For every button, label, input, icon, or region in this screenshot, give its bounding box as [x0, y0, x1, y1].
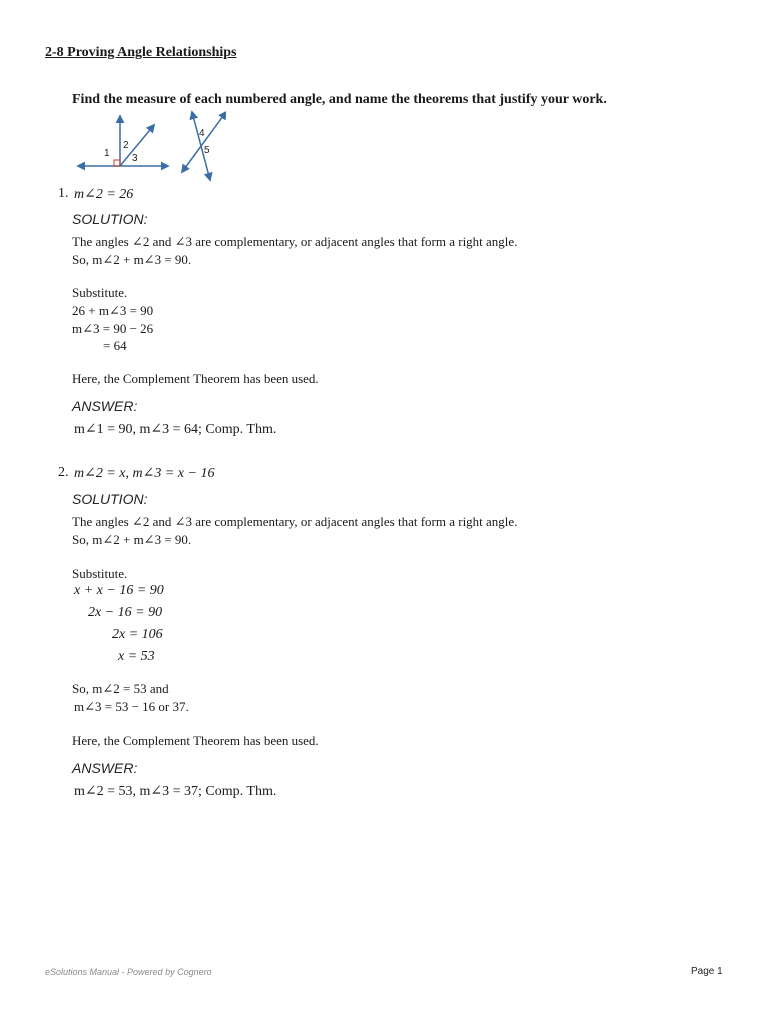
problem-2-answer-label: ANSWER:	[72, 760, 138, 776]
problem-1-step-3: = 64	[103, 338, 127, 353]
angle-label-4: 4	[199, 128, 205, 139]
problem-2-step-2: 2x − 16 = 90	[88, 605, 163, 620]
crossing-line-b	[182, 112, 226, 172]
problem-1-given: m∠2 = 26	[74, 187, 134, 202]
footer-publisher: eSolutions Manual - Powered by Cognero	[45, 967, 212, 977]
problem-1-so-line: So, m∠2 + m∠3 = 90.	[72, 252, 192, 267]
problem-1-number: 1.	[58, 186, 69, 201]
problem-2-so-line-3: m∠3 = 53 − 16 or 37.	[74, 699, 189, 714]
problem-2-so-line-2: So, m∠2 = 53 and	[72, 681, 169, 696]
page-title: 2-8 Proving Angle Relationships	[45, 45, 237, 60]
problem-1-theorem: Here, the Complement Theorem has been used.	[72, 371, 319, 386]
angle-figure	[76, 108, 226, 184]
problem-1-substitute: Substitute.	[72, 285, 128, 300]
problem-2-step-4: x = 53	[118, 649, 155, 664]
page-number: Page 1	[691, 966, 723, 977]
angle-label-3: 3	[132, 153, 138, 164]
angle-label-5: 5	[204, 145, 210, 156]
problem-2-step-3: 2x = 106	[112, 627, 163, 642]
problem-2-given: m∠2 = x, m∠3 = x − 16	[74, 466, 215, 481]
problem-2-step-1: x + x − 16 = 90	[74, 583, 164, 598]
instructions: Find the measure of each numbered angle, and name the theorems that justify your work.	[72, 92, 607, 107]
problem-2-answer: m∠2 = 53, m∠3 = 37; Comp. Thm.	[74, 784, 277, 799]
problem-2-solution-label: SOLUTION:	[72, 491, 148, 507]
angle-label-1: 1	[104, 148, 110, 159]
problem-2-so-line: So, m∠2 + m∠3 = 90.	[72, 532, 192, 547]
angle-label-2: 2	[123, 140, 129, 151]
problem-1-intro: The angles ∠2 and ∠3 are complementary, or adjacent angles that form a right angle.	[72, 234, 518, 249]
problem-2-number: 2.	[58, 465, 69, 480]
problem-1-answer-label: ANSWER:	[72, 398, 138, 414]
problem-2-theorem: Here, the Complement Theorem has been used.	[72, 733, 319, 748]
problem-1-solution-label: SOLUTION:	[72, 211, 148, 227]
problem-2-substitute: Substitute.	[72, 566, 128, 581]
problem-1-answer: m∠1 = 90, m∠3 = 64; Comp. Thm.	[74, 422, 277, 437]
problem-2-intro: The angles ∠2 and ∠3 are complementary, or adjacent angles that form a right angle.	[72, 514, 518, 529]
right-angle-mark	[114, 160, 120, 166]
problem-1-step-1: 26 + m∠3 = 90	[72, 303, 154, 318]
problem-1-step-2: m∠3 = 90 − 26	[72, 321, 154, 336]
